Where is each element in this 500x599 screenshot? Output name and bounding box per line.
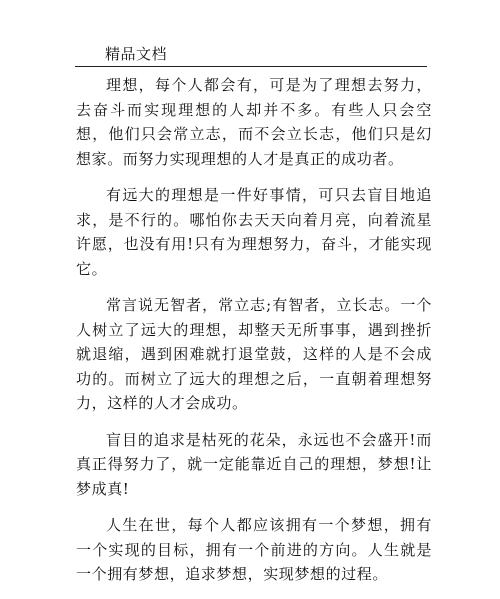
- header-title: 精品文档: [105, 45, 168, 63]
- paragraph-2: 有远大的理想是一件好事情，可只去盲目地追求，是不行的。哪怕你去天天向着月亮，向着流星许愿，也没有用!只有为理想努力，奋斗，才能实现它。: [76, 186, 432, 278]
- paragraph-5: 人生在世，每个人都应该拥有一个梦想，拥有一个实现的目标，拥有一个前进的方向。人生就是一个拥有梦想，追求梦想，实现梦想的过程。: [76, 516, 432, 583]
- paragraph-4: 盲目的追求是枯死的花朵，永远也不会盛开!而真正得努力了，就一定能靠近自己的理想，梦想!让梦成真!: [76, 430, 432, 498]
- paragraph-3: 常言说无智者，常立志;有智者，立长志。一个人树立了远大的理想，却整天无所事事，遇到挫折就退缩，遇到困难就打退堂鼓，这样的人是不会成功的。而树立了远大的理想之后，一直朝着理想努力，这样的人才会成功。: [76, 296, 432, 412]
- document-body: [76, 73, 432, 599]
- page-header: [75, 44, 427, 67]
- paragraph-1: 理想，每个人都会有，可是为了理想去努力，去奋斗而实现理想的人却并不多。有些人只会空想，他们只会常立志，而不会立长志，他们只是幻想家。而努力实现理想的人才是真正的成功者。: [76, 76, 432, 168]
